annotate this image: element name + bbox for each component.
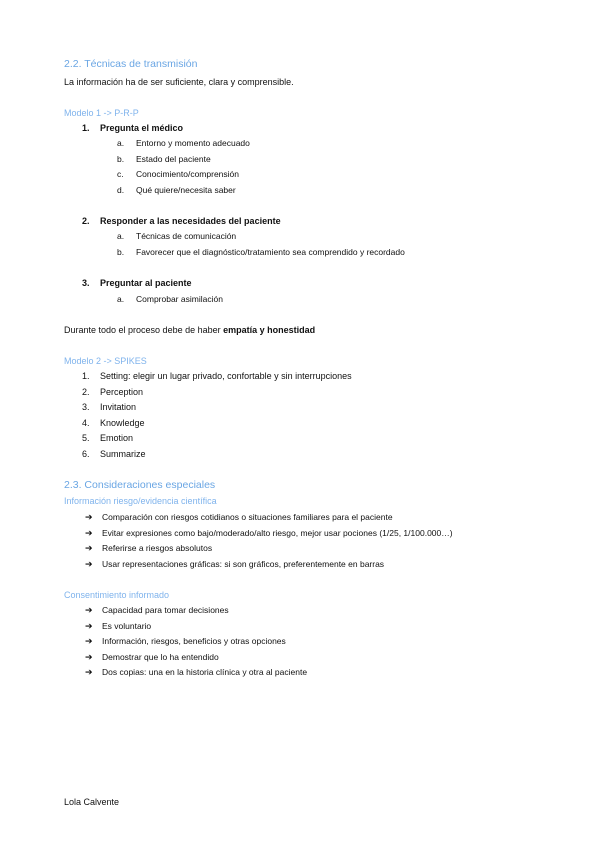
arrow-right-icon: ➔ [85,636,93,646]
list-item: ➔ Es voluntario [85,621,152,631]
arrow-right-icon: ➔ [85,543,93,553]
list-item: ➔ Capacidad para tomar decisiones [85,605,229,615]
list-item: ➔ Información, riesgos, beneficios y otras opciones [85,636,286,646]
arrow-right-icon: ➔ [85,528,93,538]
section-intro: La información ha de ser suficiente, clara y comprensible. [64,77,294,87]
list-item: ➔ Dos copias: una en la historia clínica y otra al paciente [85,667,308,677]
sub-list-item: a. Entorno y momento adecuado [117,138,250,148]
footer-author: Lola Calvente [64,797,120,807]
list-item: 2. Responder a las necesidades del paciente [82,216,281,226]
list-item: 3. Preguntar al paciente [82,278,192,288]
list-item: 1. Setting: elegir un lugar privado, confortable y sin interrupciones [82,371,352,381]
arrow-right-icon: ➔ [85,559,93,569]
list-item: ➔ Demostrar que lo ha entendido [85,652,219,662]
list-item: ➔ Evitar expresiones como bajo/moderado/alto riesgo, mejor usar pociones (1/25, 1/100.000…) [85,528,453,538]
list-item: 2. Perception [82,387,144,397]
sub-list-item: a. Comprobar asimilación [117,294,223,304]
arrow-right-icon: ➔ [85,605,93,615]
list-item: 6. Summarize [82,449,146,459]
consentimiento-title: Consentimiento informado [64,590,170,600]
list-item: ➔ Comparación con riesgos cotidianos o situaciones familiares para el paciente [85,512,393,522]
modelo2-title: Modelo 2 -> SPIKES [64,356,147,366]
arrow-right-icon: ➔ [85,512,93,522]
closing-note: Durante todo el proceso debe de haber empatía y honestidad [64,325,316,335]
list-item: 1. Pregunta el médico [82,123,184,133]
sub-list-item: a. Técnicas de comunicación [117,231,237,241]
arrow-right-icon: ➔ [85,667,93,677]
arrow-right-icon: ➔ [85,621,93,631]
arrow-right-icon: ➔ [85,652,93,662]
riesgo-title: Información riesgo/evidencia científica [64,496,217,506]
list-item: 4. Knowledge [82,418,145,428]
modelo1-title: Modelo 1 -> P-R-P [64,108,139,118]
list-item: ➔ Usar representaciones gráficas: si son gráficos, preferentemente en barras [85,559,385,569]
sub-list-item: c. Conocimiento/comprensión [117,169,239,179]
section-title-2-2: 2.2. Técnicas de transmisión [64,58,198,70]
list-item: 3. Invitation [82,402,137,412]
section-title-2-3: 2.3. Consideraciones especiales [64,479,216,491]
list-item: 5. Emotion [82,433,134,443]
list-item: ➔ Referirse a riesgos absolutos [85,543,213,553]
sub-list-item: d. Qué quiere/necesita saber [117,185,236,195]
sub-list-item: b. Favorecer que el diagnóstico/tratamiento sea comprendido y recordado [117,247,405,257]
sub-list-item: b. Estado del paciente [117,154,211,164]
